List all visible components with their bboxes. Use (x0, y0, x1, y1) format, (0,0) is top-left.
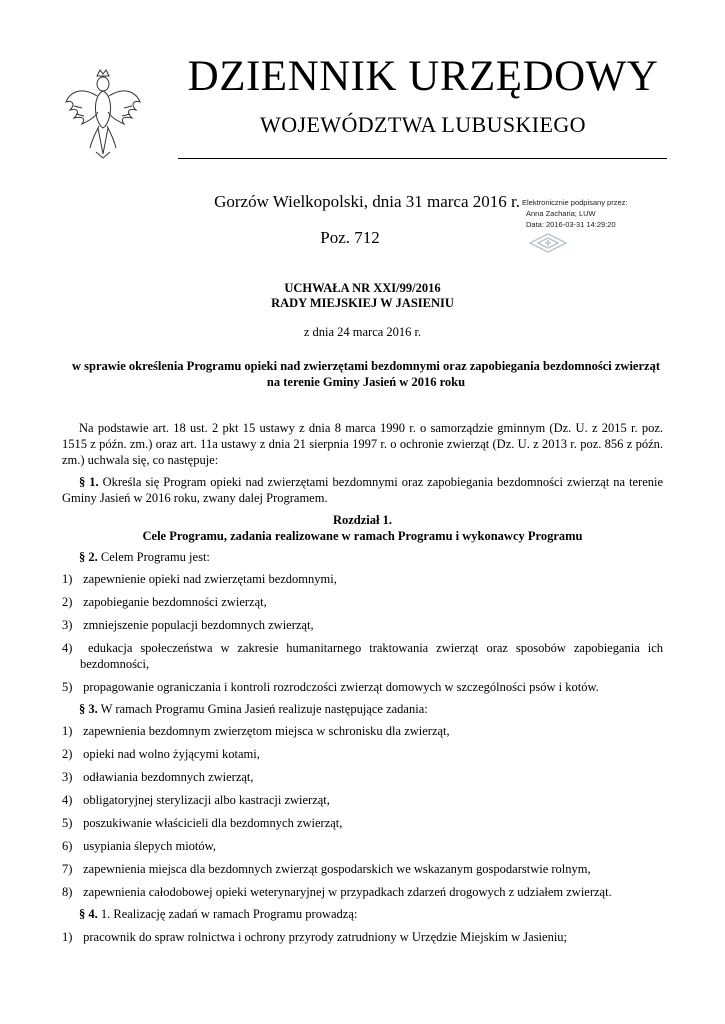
section-3 (62, 701, 663, 717)
list-number: 3) (62, 618, 73, 632)
chapter-heading: Cele Programu, zadania realizowane w ramach Programu i wykonawcy Programu (142, 529, 583, 543)
list-item (62, 640, 663, 672)
signature-seal-icon (528, 232, 568, 254)
list-number: 8) (62, 885, 73, 899)
signature-line: Elektronicznie podpisany przez: (522, 198, 628, 207)
legal-basis-text: Na podstawie art. 18 ust. 2 pkt 15 ustawy z dnia 8 marca 1990 r. o samorządzie gminnym (Dz. U. z 2015 r. poz. 1515 z późn. zm.) oraz art. 11a ustawy z dnia 21 sierpnia 1997 r. o ochronie zwierząt (Dz. U. z 2013 r. poz. 856 z późn. zm.) uchwala się, co następuje: (62, 421, 663, 467)
electronic-signature (522, 197, 682, 230)
list-item (62, 769, 663, 785)
chapter-number: Rozdział 1. (332, 513, 393, 527)
section-mark: § 4. (79, 907, 98, 921)
list-item (62, 861, 663, 877)
resolution-number: UCHWAŁA NR XXI/99/2016 (284, 281, 441, 295)
resolution-date: z dnia 24 marca 2016 r. (303, 325, 422, 339)
eagle-emblem-icon (62, 62, 144, 162)
list-item (62, 679, 663, 695)
list-number: 2) (62, 747, 73, 761)
list-number: 5) (62, 680, 73, 694)
signature-signer: Anna Zacharia; LUW (526, 209, 596, 218)
list-text: obligatoryjnej sterylizacji albo kastracji zwierząt, (83, 793, 330, 807)
journal-title: DZIENNIK URZĘDOWY (187, 53, 659, 100)
list-number: 4) (62, 641, 73, 655)
list-item (62, 723, 663, 739)
list-text: pracownik do spraw rolnictwa i ochrony przyrody zatrudniony w Urzędzie Miejskim w Jasieniu; (83, 930, 568, 944)
list-item (62, 838, 663, 854)
list-text: zapewnienia bezdomnym zwierzętom miejsca w schronisku dla zwierząt, (83, 724, 450, 738)
list-text: poszukiwanie właścicieli dla bezdomnych zwierząt, (83, 816, 343, 830)
list-text: zapewnienie opieki nad zwierzętami bezdomnymi, (83, 572, 337, 586)
journal-subtitle: WOJEWÓDZTWA LUBUSKIEGO (260, 112, 586, 137)
list-number: 4) (62, 793, 73, 807)
list-number: 5) (62, 816, 73, 830)
section-mark: § 3. (79, 702, 98, 716)
list-number: 7) (62, 862, 73, 876)
legal-basis-paragraph (62, 420, 663, 468)
list-text: zapobieganie bezdomności zwierząt, (83, 595, 267, 609)
list-text: zapewnienia całodobowej opieki weterynaryjnej w przypadkach zdarzeń drogowych z udziałem zwierząt. (83, 885, 612, 899)
list-text: edukacja społeczeństwa w zakresie humanitarnego traktowania zwierząt oraz sposobów zapobiegania ich bezdomności, (80, 641, 664, 671)
council-name: RADY MIEJSKIEJ W JASIENIU (271, 296, 454, 310)
list-number: 1) (62, 572, 73, 586)
section-text: Celem Programu jest: (100, 550, 210, 564)
chapter-title (62, 512, 663, 544)
section-text: Określa się Program opieki nad zwierzętami bezdomnymi oraz zapobiegania bezdomności zwierząt na terenie Gminy Jasień w 2016 roku, zwany dalej Programem. (62, 475, 664, 505)
list-text: opieki nad wolno żyjącymi kotami, (83, 747, 260, 761)
list-number: 2) (62, 595, 73, 609)
list-number: 6) (62, 839, 73, 853)
list-item (62, 617, 663, 633)
list-number: 1) (62, 724, 73, 738)
section-4 (62, 906, 663, 922)
list-text: usypiania ślepych miotów, (83, 839, 216, 853)
list-text: zapewnienia miejsca dla bezdomnych zwierząt gospodarskich we wskazanym gospodarstwie rolnym, (83, 862, 591, 876)
section-mark: § 2. (79, 550, 98, 564)
list-number: 3) (62, 770, 73, 784)
list-text: propagowanie ograniczania i kontroli rozrodczości zwierząt domowych w szczególności psów i kotów. (83, 680, 599, 694)
place-and-date: Gorzów Wielkopolski, dnia 31 marca 2016 r. (214, 192, 520, 211)
list-number: 1) (62, 930, 73, 944)
section-1 (62, 474, 663, 506)
signature-date: Data: 2016-03-31 14:29:20 (526, 220, 616, 229)
list-item (62, 594, 663, 610)
list-text: odławiania bezdomnych zwierząt, (83, 770, 254, 784)
resolution-subject: w sprawie określenia Programu opieki nad zwierzętami bezdomnymi oraz zapobiegania bezdomności zwierząt na terenie Gminy Jasień w 2016 roku (71, 359, 660, 389)
section-2 (62, 549, 663, 565)
list-item (62, 571, 663, 587)
section-text: 1. Realizację zadań w ramach Programu prowadzą: (100, 907, 358, 921)
list-item (62, 884, 663, 900)
list-item (62, 746, 663, 762)
list-item (62, 929, 663, 945)
list-item (62, 792, 663, 808)
list-text: zmniejszenie populacji bezdomnych zwierząt, (83, 618, 314, 632)
section-mark: § 1. (79, 475, 99, 489)
list-item (62, 815, 663, 831)
section-text: W ramach Programu Gmina Jasień realizuje następujące zadania: (100, 702, 428, 716)
header-divider (178, 158, 667, 159)
position-number: Poz. 712 (320, 228, 380, 247)
